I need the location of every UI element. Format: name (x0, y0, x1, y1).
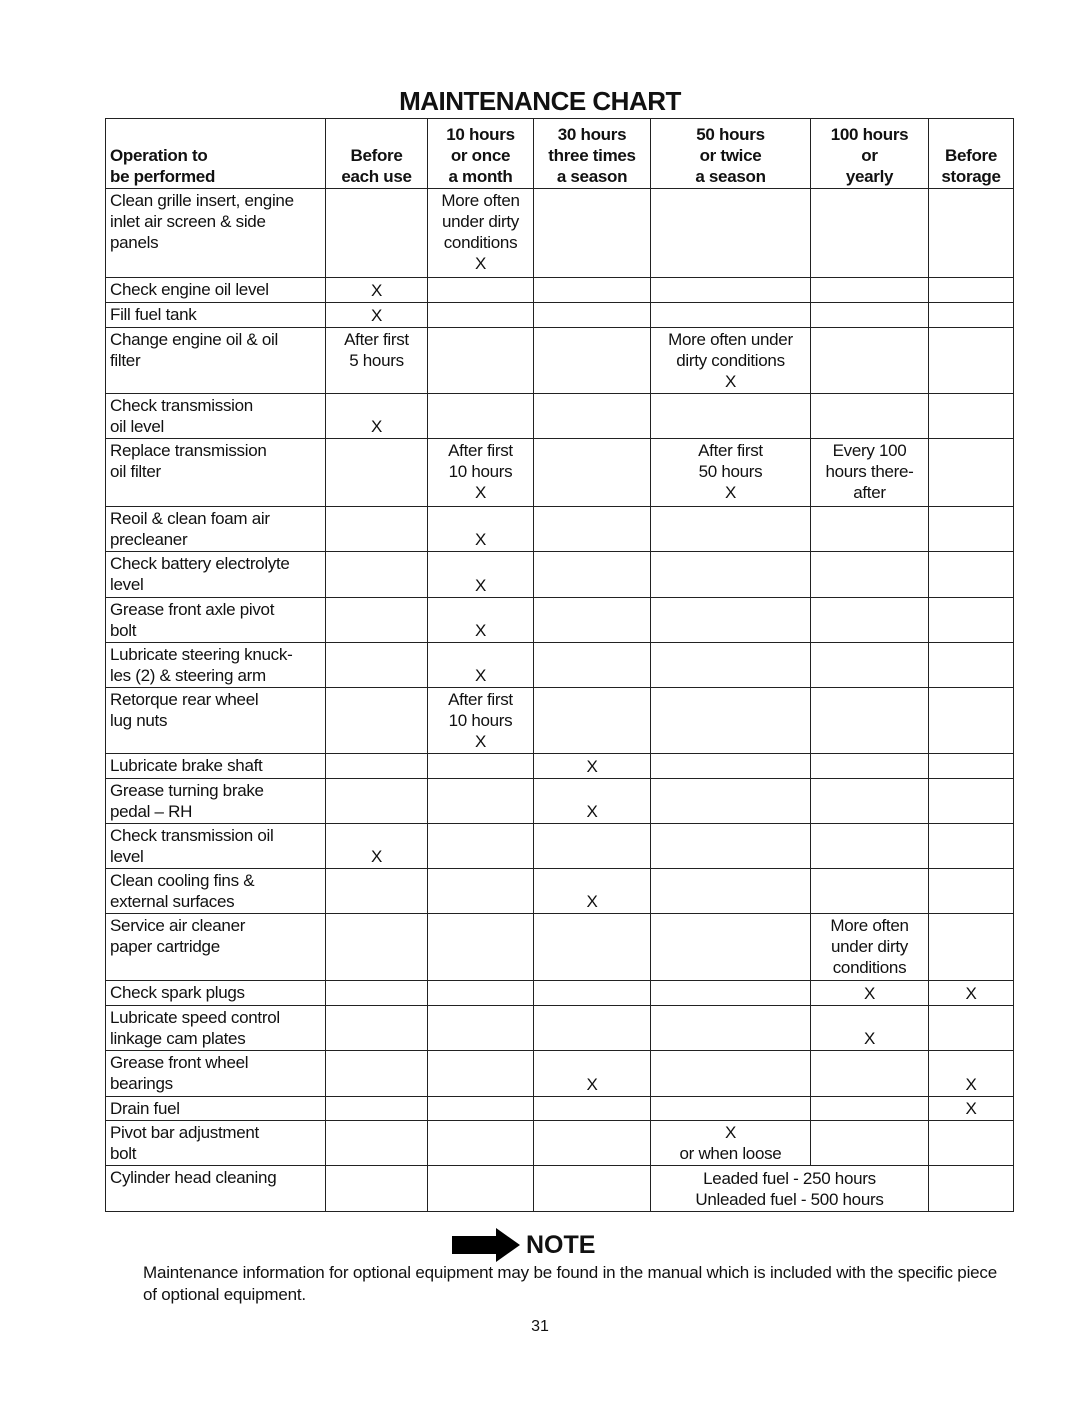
operation-cell: Grease turning brake pedal – RH (106, 779, 326, 824)
interval-cell (811, 189, 929, 278)
interval-cell (428, 869, 534, 914)
column-header: 50 hours or twice a season (651, 119, 811, 189)
interval-cell (651, 507, 811, 552)
interval-cell (811, 643, 929, 688)
interval-cell (651, 688, 811, 754)
interval-cell (326, 1121, 428, 1166)
interval-cell (929, 439, 1014, 507)
table-row (106, 1121, 1014, 1166)
table-row (106, 598, 1014, 643)
interval-cell (428, 1006, 534, 1051)
interval-cell (326, 552, 428, 598)
note-label: NOTE (526, 1230, 596, 1259)
interval-cell (534, 439, 651, 507)
interval-cell (326, 779, 428, 824)
interval-cell (811, 754, 929, 779)
interval-cell (428, 394, 534, 439)
column-header: Before storage (929, 119, 1014, 189)
interval-cell (929, 278, 1014, 303)
interval-cell (326, 914, 428, 981)
interval-cell (326, 1097, 428, 1121)
table-row (106, 824, 1014, 869)
interval-cell (326, 1006, 428, 1051)
interval-cell: X (811, 1006, 929, 1051)
table-row (106, 869, 1014, 914)
interval-cell (326, 189, 428, 278)
interval-cell (534, 189, 651, 278)
column-header: Before each use (326, 119, 428, 189)
interval-cell (428, 981, 534, 1006)
interval-cell (929, 1121, 1014, 1166)
table-row (106, 1097, 1014, 1121)
interval-cell (428, 1121, 534, 1166)
table-row (106, 981, 1014, 1006)
operation-cell: Fill fuel tank (106, 303, 326, 328)
operation-cell: Service air cleaner paper cartridge (106, 914, 326, 981)
interval-cell (929, 779, 1014, 824)
interval-cell (534, 981, 651, 1006)
column-header: 100 hours or yearly (811, 119, 929, 189)
interval-cell (929, 643, 1014, 688)
interval-cell (811, 1051, 929, 1097)
interval-cell (811, 824, 929, 869)
table-row (106, 779, 1014, 824)
interval-cell (651, 278, 811, 303)
interval-cell: More often under dirty conditions (811, 914, 929, 981)
operation-cell: Check transmission oil level (106, 824, 326, 869)
interval-cell (326, 598, 428, 643)
table-row (106, 1006, 1014, 1051)
interval-cell (811, 278, 929, 303)
interval-cell (811, 779, 929, 824)
table-row (106, 914, 1014, 981)
interval-cell (651, 394, 811, 439)
interval-cell (534, 1166, 651, 1212)
interval-cell: Every 100 hours there- after (811, 439, 929, 507)
operation-cell: Retorque rear wheel lug nuts (106, 688, 326, 754)
interval-cell: X (929, 1051, 1014, 1097)
interval-cell: X (428, 507, 534, 552)
table-row (106, 754, 1014, 779)
interval-cell (651, 1006, 811, 1051)
interval-cell (929, 598, 1014, 643)
interval-cell (651, 779, 811, 824)
interval-cell (651, 824, 811, 869)
table-row (106, 643, 1014, 688)
interval-cell (651, 981, 811, 1006)
table-row (106, 1166, 1014, 1212)
interval-cell (811, 303, 929, 328)
interval-cell (428, 754, 534, 779)
table-row (106, 303, 1014, 328)
operation-cell: Cylinder head cleaning (106, 1166, 326, 1212)
operation-cell: Check spark plugs (106, 981, 326, 1006)
operation-cell: Check engine oil level (106, 278, 326, 303)
interval-cell (651, 1097, 811, 1121)
table-row (106, 688, 1014, 754)
operation-cell: Check battery electrolyte level (106, 552, 326, 598)
interval-cell (428, 1097, 534, 1121)
table-row (106, 394, 1014, 439)
interval-cell (811, 598, 929, 643)
interval-cell (929, 688, 1014, 754)
operation-cell: Grease front axle pivot bolt (106, 598, 326, 643)
interval-cell (326, 754, 428, 779)
interval-cell (534, 552, 651, 598)
interval-cell (651, 643, 811, 688)
interval-cell (929, 754, 1014, 779)
interval-cell (326, 1051, 428, 1097)
interval-cell: X (534, 754, 651, 779)
interval-cell (534, 688, 651, 754)
interval-cell: X (428, 552, 534, 598)
operation-cell: Replace transmission oil filter (106, 439, 326, 507)
interval-cell (651, 189, 811, 278)
interval-cell (929, 303, 1014, 328)
table-row (106, 552, 1014, 598)
interval-cell (929, 914, 1014, 981)
operation-cell: Lubricate brake shaft (106, 754, 326, 779)
interval-cell (534, 1006, 651, 1051)
interval-cell: X (428, 643, 534, 688)
column-header: 10 hours or once a month (428, 119, 534, 189)
interval-cell (534, 328, 651, 394)
operation-cell: Clean grille insert, engine inlet air screen & side panels (106, 189, 326, 278)
interval-cell (326, 1166, 428, 1212)
table-row (106, 328, 1014, 394)
interval-cell: Leaded fuel - 250 hours Unleaded fuel - 500 hours (651, 1166, 929, 1212)
interval-cell (534, 914, 651, 981)
interval-cell: X (428, 598, 534, 643)
column-header: Operation to be performed (106, 119, 326, 189)
interval-cell: X (534, 869, 651, 914)
note-heading (452, 1228, 595, 1262)
interval-cell: X or when loose (651, 1121, 811, 1166)
interval-cell: X (811, 981, 929, 1006)
interval-cell (651, 303, 811, 328)
operation-cell: Check transmission oil level (106, 394, 326, 439)
interval-cell: After first 10 hours X (428, 439, 534, 507)
interval-cell (326, 981, 428, 1006)
table-row (106, 507, 1014, 552)
interval-cell: X (929, 1097, 1014, 1121)
header-row (106, 119, 1014, 189)
interval-cell (929, 328, 1014, 394)
interval-cell (534, 824, 651, 869)
interval-cell (428, 303, 534, 328)
interval-cell (534, 643, 651, 688)
interval-cell (929, 824, 1014, 869)
interval-cell (428, 328, 534, 394)
operation-cell: Lubricate speed control linkage cam plates (106, 1006, 326, 1051)
interval-cell (651, 869, 811, 914)
operation-cell: Grease front wheel bearings (106, 1051, 326, 1097)
interval-cell (534, 507, 651, 552)
interval-cell (811, 328, 929, 394)
interval-cell (929, 1006, 1014, 1051)
operation-cell: Reoil & clean foam air precleaner (106, 507, 326, 552)
column-header: 30 hours three times a season (534, 119, 651, 189)
interval-cell (326, 688, 428, 754)
interval-cell (428, 278, 534, 303)
interval-cell (651, 598, 811, 643)
page-title: MAINTENANCE CHART (399, 86, 681, 116)
operation-cell: Pivot bar adjustment bolt (106, 1121, 326, 1166)
interval-cell: More often under dirty conditions X (428, 189, 534, 278)
operation-cell: Change engine oil & oil filter (106, 328, 326, 394)
interval-cell (811, 394, 929, 439)
operation-cell: Clean cooling fins & external surfaces (106, 869, 326, 914)
page-number: 31 (531, 1318, 549, 1335)
table-row (106, 1051, 1014, 1097)
interval-cell: X (326, 278, 428, 303)
interval-cell (929, 394, 1014, 439)
interval-cell (929, 1166, 1014, 1212)
interval-cell (428, 1051, 534, 1097)
interval-cell (651, 914, 811, 981)
table-row (106, 278, 1014, 303)
interval-cell: After first 10 hours X (428, 688, 534, 754)
interval-cell (811, 507, 929, 552)
note-text: Maintenance information for optional equipment may be found in the manual which is included with the specific piece of optional equipment. (143, 1263, 997, 1304)
interval-cell: X (326, 824, 428, 869)
interval-cell (428, 1166, 534, 1212)
interval-cell: X (534, 779, 651, 824)
interval-cell (326, 869, 428, 914)
interval-cell: More often under dirty conditions X (651, 328, 811, 394)
interval-cell (929, 189, 1014, 278)
interval-cell: X (534, 1051, 651, 1097)
interval-cell (326, 507, 428, 552)
interval-cell (534, 278, 651, 303)
interval-cell (651, 1051, 811, 1097)
operation-cell: Lubricate steering knuck- les (2) & steering arm (106, 643, 326, 688)
interval-cell (428, 824, 534, 869)
arrow-right-icon (452, 1228, 522, 1262)
interval-cell (651, 552, 811, 598)
interval-cell (929, 552, 1014, 598)
interval-cell (428, 914, 534, 981)
table-row (106, 439, 1014, 507)
interval-cell (811, 1097, 929, 1121)
interval-cell (534, 598, 651, 643)
interval-cell (326, 439, 428, 507)
maintenance-chart-table (105, 118, 1014, 1212)
interval-cell (534, 1121, 651, 1166)
interval-cell (326, 643, 428, 688)
interval-cell: After first 50 hours X (651, 439, 811, 507)
interval-cell (811, 552, 929, 598)
interval-cell (811, 688, 929, 754)
interval-cell (428, 779, 534, 824)
interval-cell (929, 507, 1014, 552)
interval-cell: X (929, 981, 1014, 1006)
interval-cell (929, 869, 1014, 914)
interval-cell (811, 869, 929, 914)
operation-cell: Drain fuel (106, 1097, 326, 1121)
interval-cell (534, 1097, 651, 1121)
table-row (106, 189, 1014, 278)
interval-cell (534, 303, 651, 328)
interval-cell: X (326, 394, 428, 439)
interval-cell: X (326, 303, 428, 328)
interval-cell (651, 754, 811, 779)
interval-cell (811, 1121, 929, 1166)
interval-cell (534, 394, 651, 439)
interval-cell: After first 5 hours (326, 328, 428, 394)
